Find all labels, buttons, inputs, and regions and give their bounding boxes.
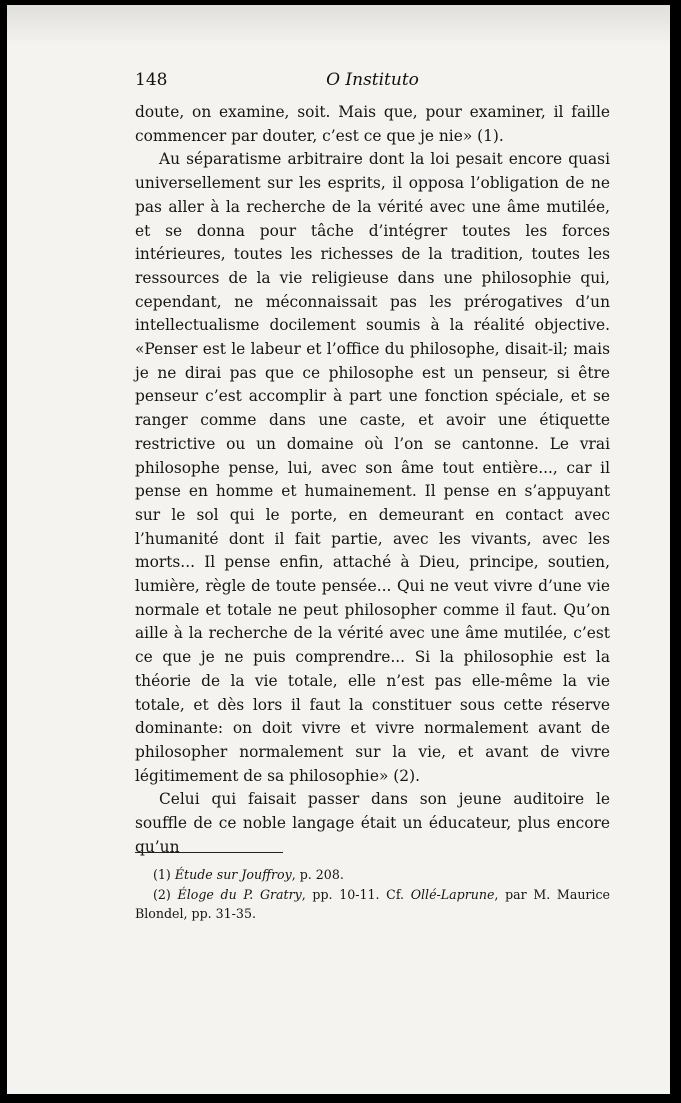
- footnote-2-title-2: Ollé-Laprune: [410, 886, 495, 902]
- scanned-page: [7, 5, 670, 1094]
- footnote-2: [135, 885, 610, 924]
- running-title: O Instituto: [326, 70, 419, 90]
- footnote-2-rest: , par M. Maurice Blondel, pp. 31-35.: [135, 886, 610, 921]
- footnote-1: [135, 865, 610, 885]
- footnotes: [135, 865, 610, 924]
- page-header: [135, 70, 610, 94]
- footnote-1-title: Étude sur Jouffroy: [174, 867, 292, 882]
- footnote-2-mid: , pp. 10-11. Cf.: [301, 886, 411, 902]
- paragraph-1: doute, on examine, soit. Mais que, pour examiner, il faille commencer par douter, c’est ce que je nie» (1).: [135, 103, 610, 145]
- body-text: [135, 101, 610, 860]
- page-number: 148: [135, 70, 168, 90]
- footnote-2-marker: (2): [153, 886, 178, 902]
- footnote-2-title: Éloge du P. Gratry: [177, 886, 302, 902]
- footnote-1-rest: , p. 208.: [291, 867, 344, 882]
- paragraph-2: Au séparatisme arbitraire dont la loi pesait encore quasi universellement sur les esprits, il opposa l’obligation de ne pas aller à la recherche de la vérité avec une âme mutilée, et se donna pour tâche d’intégrer toutes les forces intérieures, toutes les richesses de la tradition, toutes les ressources de la vie religieuse dans une philosophie qui, cependant, ne méconnaissait pas les prérogatives d’un intellectualisme docilement soumis à la réalité objective. «Penser est le labeur et l’office du philosophe, disait-il; mais je ne dirai pas que ce philosophe est un penseur, si être penseur c’est accomplir à part une fonction spéciale, et se ranger comme dans une caste, et avoir une étiquette restrictive ou un domaine où l’on se cantonne. Le vrai philosophe pense, lui, avec son âme tout entière..., car il pense en homme et humainement. Il pense en s’appuyant sur le sol qui le porte, en demeurant en contact avec l’humanité dont il fait partie, avec les vivants, avec les morts... Il pense enfin, attaché à Dieu, principe, soutien, lumière, règle de toute pensée... Qui ne veut vivre d’une vie normale et totale ne peut philosopher comme il faut. Qu’on aille à la recherche de la vérité avec une âme mutilée, c’est ce que je ne puis comprendre... Si la philosophie est la théorie de la vie totale, elle n’est pas elle-même la vie totale, et dès lors il faut la constituer sous cette réserve dominante: on doit vivre et vivre normalement avant de philosopher normalement sur la vie, et avant de vivre légitimement de sa philosophie» (2).: [135, 150, 610, 785]
- footnote-1-marker: (1): [153, 867, 175, 882]
- paragraph-3: Celui qui faisait passer dans son jeune auditoire le souffle de ce noble langage était un éducateur, plus encore qu’un: [135, 790, 610, 856]
- page-edge-shadow: [7, 5, 670, 45]
- footnote-separator: [135, 852, 283, 853]
